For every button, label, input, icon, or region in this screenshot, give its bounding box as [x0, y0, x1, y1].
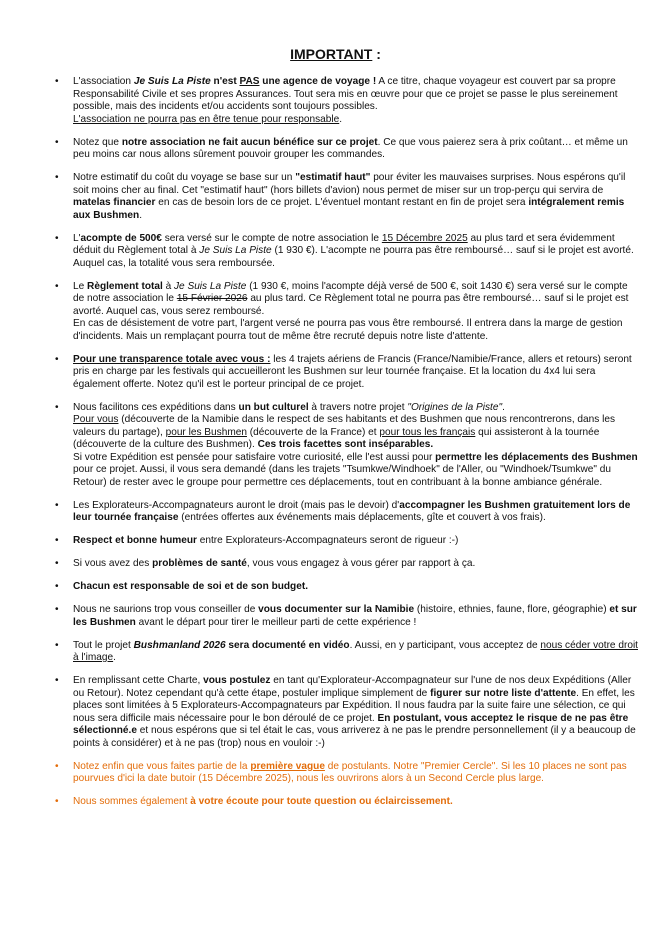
text: Le [73, 280, 88, 292]
list-item-budget [0, 581, 671, 594]
text: Nous sommes également [73, 796, 191, 807]
text: et nous espérons que si tel était le cas, vous arriverez à ne pas le prendre personnellement (il y a beaucoup de points à considérer) et à ne pas (trop) nous en vouloir :-) [73, 725, 636, 749]
text: L'association ne pourra pas en être tenue pour responsable [73, 113, 340, 125]
list-item-documentation [0, 604, 671, 629]
association-name: Je Suis La Piste [174, 280, 247, 292]
text: En cas de désistement de votre part, l'argent versé ne pourra pas vous être remboursé. Il entrera dans la marge de gestion d'incidents. Mais un remplaçant pourra tout de même être recruté depuis notre liste d'attente. [73, 318, 623, 342]
list-item-accompany [0, 500, 671, 525]
text: Si vous avez des [73, 558, 153, 569]
text: de postulants. Notre "Premier Cercle". Si les 10 places ne sont pas pourvues d'ici la date butoir (15 Décembre 2025), nous les ouvrirons alors à un Second Cercle plus large. [73, 760, 627, 784]
text: sera versé sur le compte de notre association le [161, 232, 382, 244]
text: Tout le projet [73, 639, 134, 651]
list-item-application [0, 675, 671, 750]
text: et sur les Bushmen [73, 604, 637, 628]
list-item-contact [0, 796, 671, 809]
text: nous céder votre droit à l'image [73, 639, 638, 663]
text: première vague [250, 760, 325, 772]
text: Pour vous [73, 414, 119, 425]
association-name: Je Suis La Piste [199, 245, 272, 256]
text: "estimatif haut" [295, 172, 371, 183]
list-item-deposit [0, 233, 671, 271]
payment-date: 15 Février 2026 [176, 293, 248, 304]
list-item-respect [0, 535, 671, 548]
page-title [0, 46, 671, 62]
text: Respect et bonne humeur [73, 535, 197, 546]
text: Notez que [73, 136, 122, 148]
text: Les Explorateurs-Accompagnateurs auront le droit (mais pas le devoir) d' [73, 499, 400, 511]
title-suffix: : [372, 46, 381, 62]
text: Nous ne saurions trop vous conseiller de [73, 604, 259, 615]
text: qui assisteront à la tournée (découverte de la culture des Bushmen). [73, 426, 600, 450]
text: Pour une transparence totale avec vous : [73, 353, 271, 365]
text: L' [73, 232, 81, 244]
text: . Ce que vous paierez sera à prix coûtant… et même un peu moins car nous allons sûrement pouvoir grouper les commandes. [73, 136, 628, 160]
text: figurer sur notre liste d'attente [430, 687, 577, 699]
text: notre association ne fait aucun bénéfice sur ce projet [121, 136, 378, 148]
text: à travers notre projet [308, 401, 408, 413]
list-item-disclaimer [0, 76, 671, 126]
text: pour les Bushmen [165, 426, 247, 438]
text: au plus tard. Ce Règlement total ne pourra pas être remboursé… sauf si le projet est avorté. Auquel cas, vous serez remboursé. [73, 293, 629, 317]
text: les 4 trajets aériens de Francis (France/Namibie/France, allers et retours) seront pris en charge par les festivals qui accueilleront les Bushmen sur leur tournée française. Et la location du 4x4 lui sera également offerte. Notez qu'il est le porteur principal de ce projet. [73, 353, 632, 390]
text: , vous vous engagez à vous gérer par rapport à ça. [246, 558, 476, 569]
project-name: "Origines de la Piste" [407, 401, 503, 413]
text: En postulant, vous acceptez le risque de ne pas être sélectionné.e [73, 712, 629, 736]
text: (découverte de la France) et [246, 426, 380, 438]
text: matelas financier [73, 197, 156, 208]
text: Nous facilitons ces expéditions dans [73, 401, 239, 413]
text: Notre estimatif du coût du voyage se base sur un [73, 172, 296, 183]
text: . Aussi, en y participant, vous acceptez de [349, 639, 541, 651]
text: pour éviter les mauvaises surprises. Nous espérons qu'il soit moins cher au final. Cet "estimatif haut" (hors billets d'avion) nous permet de miser sur un trop-perçu qui servira de [73, 172, 626, 196]
text: pour ce projet. Aussi, il vous sera demandé (dans les trajets "Tsumkwe/Windhoek" de l'Aller, ou "Windhoek/Tsumkwe" du Retour) de rester avec le groupe pour permettre ces déplacements, tout en contribuant à la bonne ambiance générale. [73, 464, 612, 488]
deposit-date: 15 Décembre 2025 [381, 232, 468, 244]
text: (entrées offertes aux événements mais déplacements, gîte et couvert à vos frais). [178, 512, 546, 523]
text: vous documenter sur la Namibie [258, 604, 415, 615]
text: PAS [239, 76, 260, 87]
text: acompte de 500€ [80, 232, 162, 244]
title-main: IMPORTANT [290, 46, 373, 62]
text: En remplissant cette Charte, [73, 675, 204, 686]
list-item-total-payment [0, 281, 671, 344]
list-item-health [0, 558, 671, 571]
list-item-first-wave [0, 761, 671, 786]
text: sera documenté en vidéo [225, 639, 350, 651]
text: à [162, 280, 174, 292]
text: Si votre Expédition est pensée pour satisfaire votre curiosité, elle l'est aussi pour [73, 451, 436, 463]
text: . [502, 401, 505, 413]
list-item-cultural-goal [0, 402, 671, 490]
text: (1 930 €). L'acompte ne pourra pas être remboursé… sauf si le projet est avorté. Auquel cas, la totalité vous sera remboursée. [73, 245, 634, 269]
text: . En effet, les places sont limitées à 5 Explorateurs-Accompagnateurs par Expédition. Il nous faudra par la suite faire une sélection, ce qui nous sera difficile mais nécessaire pour le bon déroulé de ce projet. [73, 687, 635, 724]
text: vous postulez [203, 675, 271, 686]
list-item-video [0, 640, 671, 665]
text: Ces trois facettes sont inséparables. [257, 439, 434, 450]
list-item-no-profit [0, 137, 671, 162]
bullet-list [0, 76, 671, 819]
text: n'est [210, 76, 240, 87]
text: une agence de voyage ! [259, 76, 377, 87]
text: L'association [73, 76, 134, 87]
text: (découverte de la Namibie dans le respect de ses habitants et des Bushmen que nous rencontrerons, dans les valeurs du partage), [73, 414, 616, 438]
text: pour tous les français [379, 426, 476, 438]
text: en tant qu'Explorateur-Accompagnateur sur l'une de nos deux Expéditions (Aller ou Retour). Notez cependant qu'à cette étape, postuler implique simplement de [73, 675, 632, 699]
text: intégralement remis aux Bushmen [73, 197, 625, 221]
text: à votre écoute pour toute question ou éclaircissement. [190, 796, 453, 807]
text: Notez enfin que vous faites partie de la [73, 760, 251, 772]
text: . [339, 113, 343, 125]
text: un but culturel [238, 401, 309, 413]
text: Chacun est responsable de soi et de son budget. [73, 581, 309, 592]
text: entre Explorateurs-Accompagnateurs seront de rigueur :-) [196, 535, 459, 546]
text: permettre les déplacements des Bushmen [435, 451, 638, 463]
text: problèmes de santé [152, 558, 247, 569]
project-name: Bushmanland 2026 [133, 639, 226, 651]
text: . [139, 209, 142, 221]
text: en cas de besoin lors de ce projet. L'éventuel montant restant en fin de projet sera [155, 197, 529, 208]
text: (histoire, ethnies, faune, flore, géographie) [414, 604, 610, 615]
text: A ce titre, chaque voyageur est couvert par sa propre Responsabilité Civile et ses propres Assurances. Tout sera mis en œuvre pour que ce projet se passe le plus sereinement possible, mais des incidents et/ou accidents sont toujours possibles. [73, 76, 618, 112]
association-name: Je Suis La Piste [133, 76, 211, 87]
text: accompagner les Bushmen gratuitement lors de leur tournée française [73, 499, 631, 523]
text: . [113, 652, 116, 663]
list-item-estimate [0, 172, 671, 222]
text: au plus tard et sera évidemment déduit du Règlement total à [73, 232, 615, 256]
list-item-transparency [0, 354, 671, 392]
text: (1 930 €, moins l'acompte déjà versé de 500 €, soit 1430 €) sera versé sur le compte de notre association le [73, 280, 628, 304]
text: avant le départ pour tirer le meilleur parti de cette expérience ! [135, 616, 417, 628]
text: Règlement total [87, 280, 163, 292]
